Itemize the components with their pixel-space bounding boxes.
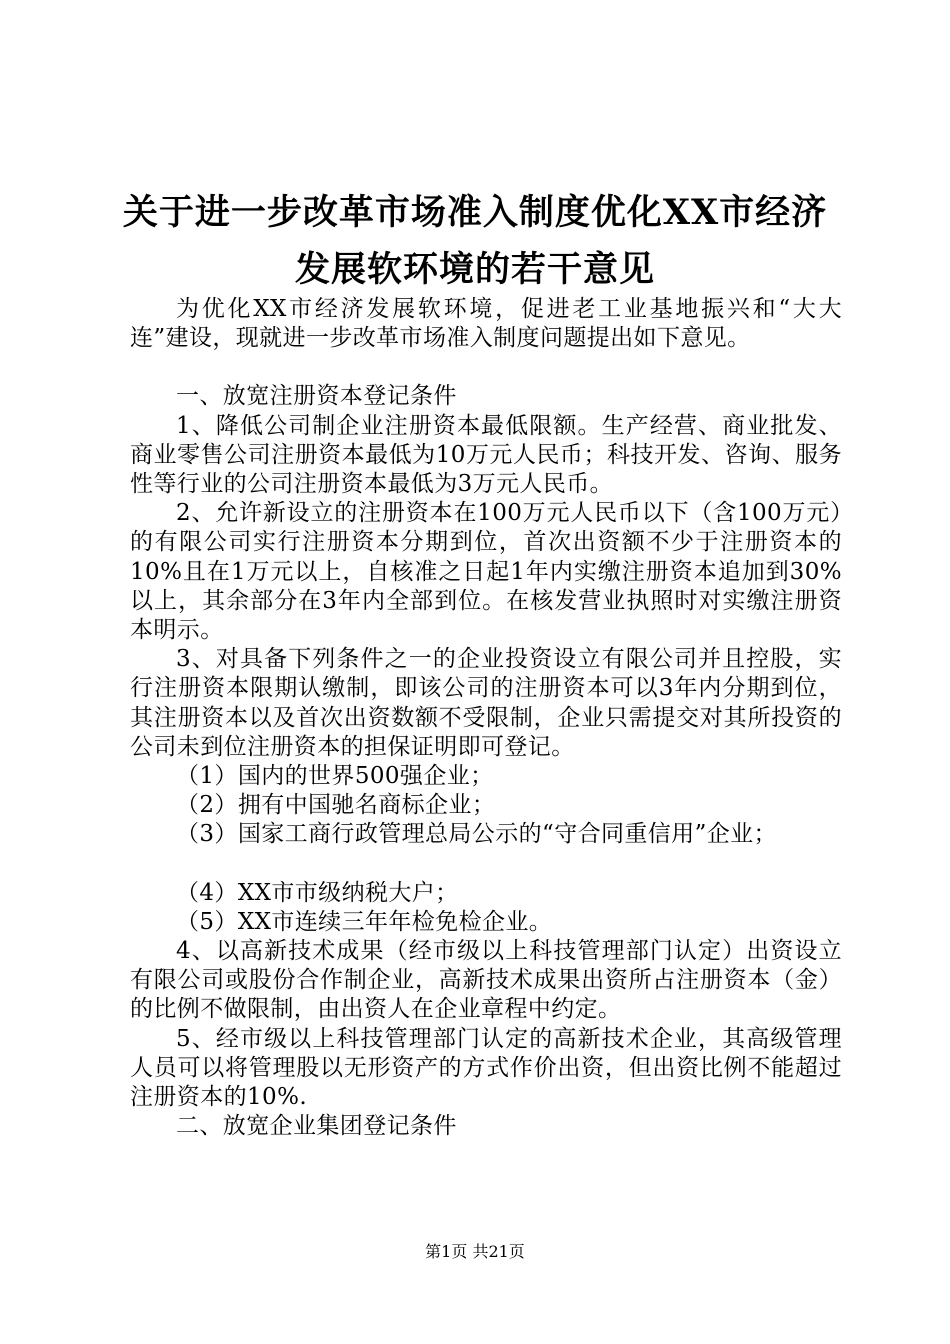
list-item-sub-1: （1）国内的世界500强企业； <box>176 763 494 790</box>
paragraph-intro: 为优化XX市经济发展软环境，促进老工业基地振兴和“大大连”建设，现就进一步改革市场准入制度问题提出如下意见。 <box>130 296 842 352</box>
section-heading-2: 二、放宽企业集团登记条件 <box>176 1113 457 1140</box>
list-item-sub-4: （4）XX市市级纳税大户； <box>176 879 459 906</box>
paragraph-item-1: 1、降低公司制企业注册资本最低限额。生产经营、商业批发、商业零售公司注册资本最低为10万元人民币；科技开发、咨询、服务性等行业的公司注册资本最低为3万元人民币。 <box>130 412 842 498</box>
document-title-line-1: 关于进一步改革市场准入制度优化XX市经济 <box>122 192 828 233</box>
paragraph-item-4: 4、以高新技术成果（经市级以上科技管理部门认定）出资设立有限公司或股份合作制企业，高新技术成果出资所占注册资本（金）的比例不做限制，由出资人在企业章程中约定。 <box>130 938 842 1023</box>
list-item-sub-2: （2）拥有中国驰名商标企业； <box>176 792 496 819</box>
list-item-sub-3: （3）国家工商行政管理总局公示的“守合同重信用”企业； <box>176 821 777 848</box>
page-number-footer: 第1页 共21页 <box>425 1242 525 1261</box>
paragraph-item-5: 5、经市级以上科技管理部门认定的高新技术企业，其高级管理人员可以将管理股以无形资产的方式作价出资，但出资比例不能超过注册资本的10%. <box>130 1025 842 1111</box>
list-item-sub-5: （5）XX市连续三年年检免检企业。 <box>176 908 553 935</box>
document-title-line-2: 发展软环境的若干意见 <box>294 249 655 290</box>
section-heading-1: 一、放宽注册资本登记条件 <box>176 383 457 410</box>
document-body <box>130 295 842 1141</box>
paragraph-item-3: 3、对具备下列条件之一的企业投资设立有限公司并且控股，实行注册资本限期认缴制，即该公司的注册资本可以3年内分期到位，其注册资本以及首次出资数额不受限制，企业只需提交对其所投资的公司未到位注册资本的担保证明即可登记。 <box>130 646 842 760</box>
paragraph-item-2: 2、允许新设立的注册资本在100万元人民币以下（含100万元）的有限公司实行注册资本分期到位，首次出资额不少于注册资本的10%且在1万元以上，自核准之日起1年内实缴注册资本追加到30%以上，其余部分在3年内全部到位。在核发营业执照时对实缴注册资本明示。 <box>130 500 842 644</box>
